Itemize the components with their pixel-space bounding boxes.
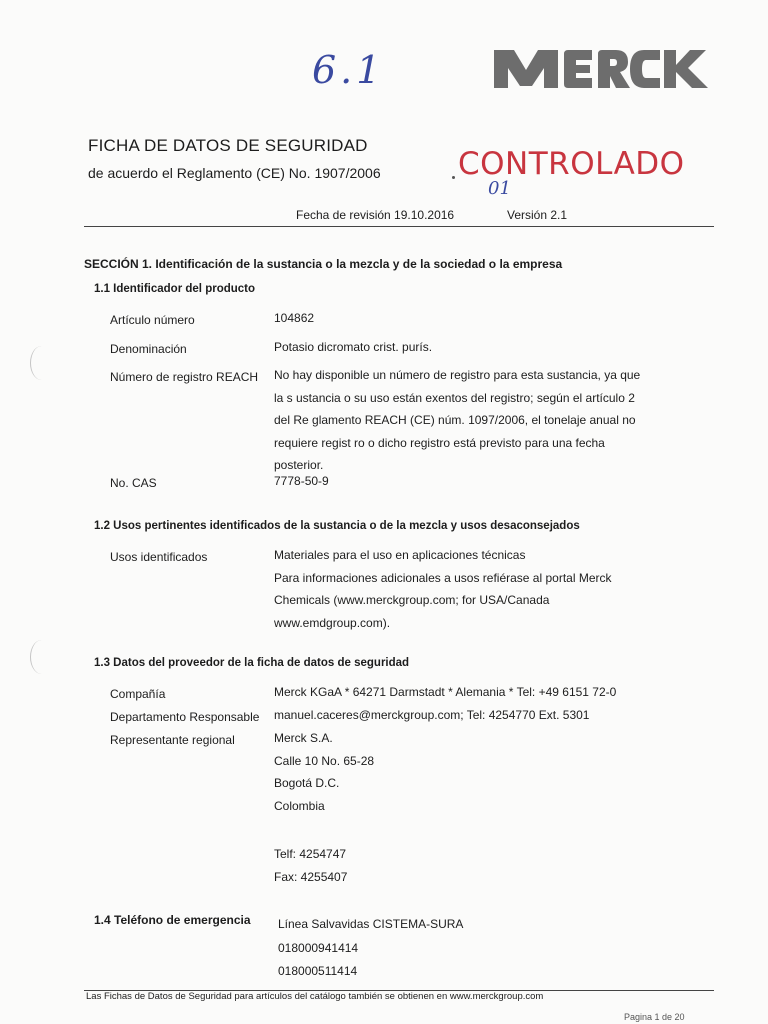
article-number-value: 104862 <box>274 311 315 325</box>
subsection-1-3-title: 1.3 Datos del proveedor de la ficha de datos de seguridad <box>94 657 410 669</box>
controlled-stamp: CONTROLADO <box>458 146 685 182</box>
page-number: Pagina 1 de 20 <box>624 1012 685 1022</box>
phone-value: Telf: 4254747 <box>274 847 347 861</box>
cas-value: 7778-50-9 <box>274 474 329 488</box>
emergency-phone-label: 1.4 Teléfono de emergencia <box>94 913 251 927</box>
regional-rep-label: Representante regional <box>110 733 235 747</box>
punch-hole-mark <box>30 346 53 380</box>
subsection-1-2-title: 1.2 Usos pertinentes identificados de la sustancia o de la mezcla y usos desaconsejados <box>94 520 580 532</box>
article-number-label: Artículo número <box>110 313 195 327</box>
header-divider <box>84 226 714 227</box>
company-label: Compañía <box>110 687 166 701</box>
document-subtitle: de acuerdo el Reglamento (CE) No. 1907/2006 <box>88 165 381 181</box>
stamp-handwritten-number: 01 <box>488 178 511 199</box>
company-value: Merck KGaA * 64271 Darmstadt * Alemania * Tel: +49 6151 72-0 <box>274 685 617 699</box>
department-label: Departamento Responsable <box>110 710 260 724</box>
denomination-value: Potasio dicromato crist. purís. <box>274 340 433 354</box>
fax-value: Fax: 4255407 <box>274 870 348 884</box>
footer-text: Las Fichas de Datos de Seguridad para artículos del catálogo también se obtienen en www.merckgroup.com <box>86 991 544 1002</box>
department-value: manuel.caceres@merckgroup.com; Tel: 4254770 Ext. 5301 <box>274 708 590 722</box>
subsection-1-1-title: 1.1 Identificador del producto <box>94 283 256 295</box>
reach-number-label: Número de registro REACH <box>110 370 259 384</box>
emergency-phone-values: Línea Salvavidas CISTEMA-SURA 018000941414 018000511414 <box>278 917 464 978</box>
identified-uses-label: Usos identificados <box>110 550 208 564</box>
document-title: FICHA DE DATOS DE SEGURIDAD <box>88 136 368 155</box>
identified-uses-value: Materiales para el uso en aplicaciones técnicas Para informaciones adicionales a usos refiérase al portal Merck Chemicals (www.merckgroup.com; for USA/Canada www.emdgroup.com). <box>274 548 612 630</box>
merck-logo <box>492 40 712 92</box>
punch-hole-mark <box>30 640 53 674</box>
section-1-title: SECCIÓN 1. Identificación de la sustancia o la mezcla y de la sociedad o la empresa <box>84 257 563 271</box>
regional-rep-address: Merck S.A. Calle 10 No. 65-28 Bogotá D.C. Colombia <box>274 731 375 813</box>
cas-label: No. CAS <box>110 476 157 490</box>
reach-number-value: No hay disponible un número de registro para esta sustancia, ya que la s ustancia o su uso están exentos del registro; según el artículo 2 del Re glamento REACH (CE) núm. 1097/2006, el tonelaje anual no requiere regist ro o dicho registro está previsto para una fecha posterior. <box>274 368 641 472</box>
version: Versión 2.1 <box>507 208 568 222</box>
stamp-dot <box>452 176 455 179</box>
denomination-label: Denominación <box>110 342 187 356</box>
handwritten-note: 6.1 <box>312 48 385 92</box>
revision-date: Fecha de revisión 19.10.2016 <box>296 208 455 222</box>
